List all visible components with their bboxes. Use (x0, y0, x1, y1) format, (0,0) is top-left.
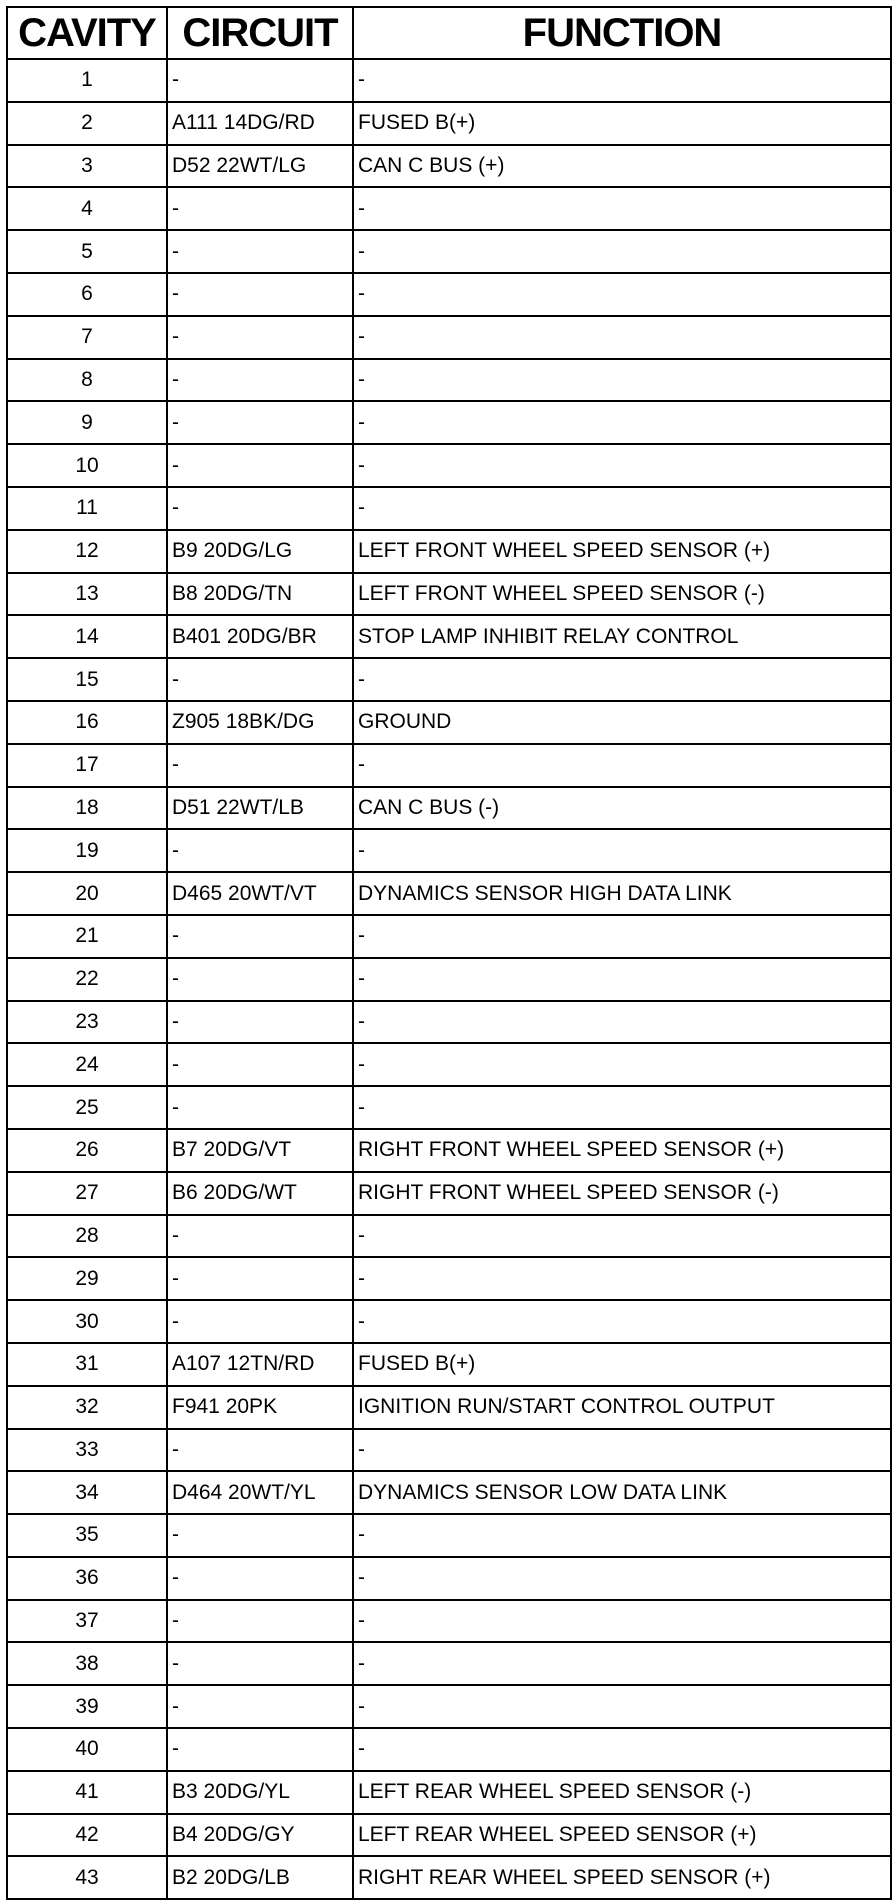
circuit-cell: F941 20PK (167, 1386, 353, 1429)
cavity-cell: 40 (7, 1728, 167, 1771)
cavity-cell: 22 (7, 958, 167, 1001)
function-cell: DYNAMICS SENSOR HIGH DATA LINK (353, 872, 891, 915)
circuit-cell: - (167, 1001, 353, 1044)
table-row (7, 530, 891, 573)
table-row (7, 1386, 891, 1429)
cavity-cell: 27 (7, 1172, 167, 1215)
circuit-cell: - (167, 1215, 353, 1258)
circuit-cell: - (167, 1514, 353, 1557)
cavity-cell: 35 (7, 1514, 167, 1557)
cavity-column-header: CAVITY (7, 7, 167, 59)
circuit-cell: - (167, 444, 353, 487)
circuit-cell: B6 20DG/WT (167, 1172, 353, 1215)
function-cell: - (353, 1300, 891, 1343)
function-cell: - (353, 915, 891, 958)
circuit-cell: B401 20DG/BR (167, 615, 353, 658)
table-row (7, 273, 891, 316)
circuit-cell: - (167, 1557, 353, 1600)
function-cell: RIGHT FRONT WHEEL SPEED SENSOR (+) (353, 1129, 891, 1172)
function-cell: DYNAMICS SENSOR LOW DATA LINK (353, 1471, 891, 1514)
circuit-cell: - (167, 1600, 353, 1643)
circuit-cell: - (167, 658, 353, 701)
cavity-cell: 29 (7, 1257, 167, 1300)
function-cell: - (353, 1514, 891, 1557)
table-row (7, 958, 891, 1001)
table-row (7, 701, 891, 744)
function-cell: - (353, 829, 891, 872)
cavity-cell: 39 (7, 1685, 167, 1728)
table-row (7, 1642, 891, 1685)
circuit-cell: B8 20DG/TN (167, 573, 353, 616)
table-row (7, 615, 891, 658)
table-row (7, 573, 891, 616)
table-row (7, 187, 891, 230)
circuit-cell: - (167, 915, 353, 958)
table-row (7, 658, 891, 701)
cavity-cell: 5 (7, 230, 167, 273)
table-row (7, 829, 891, 872)
function-cell: IGNITION RUN/START CONTROL OUTPUT (353, 1386, 891, 1429)
table-row (7, 1086, 891, 1129)
circuit-cell: - (167, 230, 353, 273)
circuit-cell: - (167, 1086, 353, 1129)
circuit-cell: - (167, 1728, 353, 1771)
circuit-cell: A107 12TN/RD (167, 1343, 353, 1386)
cavity-cell: 36 (7, 1557, 167, 1600)
circuit-cell: D51 22WT/LB (167, 787, 353, 830)
table-row (7, 872, 891, 915)
circuit-cell: - (167, 829, 353, 872)
function-cell: - (353, 1600, 891, 1643)
table-row (7, 1343, 891, 1386)
connector-pinout-table (6, 6, 892, 1900)
function-cell: - (353, 444, 891, 487)
function-cell: - (353, 230, 891, 273)
function-cell: FUSED B(+) (353, 1343, 891, 1386)
cavity-cell: 1 (7, 59, 167, 102)
circuit-cell: - (167, 1642, 353, 1685)
cavity-cell: 21 (7, 915, 167, 958)
circuit-cell: - (167, 1429, 353, 1472)
function-cell: - (353, 316, 891, 359)
table-row (7, 1771, 891, 1814)
circuit-cell: Z905 18BK/DG (167, 701, 353, 744)
function-cell: RIGHT FRONT WHEEL SPEED SENSOR (-) (353, 1172, 891, 1215)
table-body (7, 59, 891, 1899)
function-cell: GROUND (353, 701, 891, 744)
table-row (7, 359, 891, 402)
function-cell: LEFT REAR WHEEL SPEED SENSOR (-) (353, 1771, 891, 1814)
cavity-cell: 12 (7, 530, 167, 573)
cavity-cell: 41 (7, 1771, 167, 1814)
table-row (7, 1471, 891, 1514)
cavity-cell: 37 (7, 1600, 167, 1643)
function-cell: - (353, 1043, 891, 1086)
cavity-cell: 15 (7, 658, 167, 701)
circuit-cell: - (167, 744, 353, 787)
function-cell: - (353, 1086, 891, 1129)
circuit-cell: - (167, 359, 353, 402)
circuit-cell: - (167, 1043, 353, 1086)
table-row (7, 1600, 891, 1643)
circuit-cell: - (167, 187, 353, 230)
table-row (7, 1514, 891, 1557)
cavity-cell: 10 (7, 444, 167, 487)
cavity-cell: 25 (7, 1086, 167, 1129)
table-row (7, 401, 891, 444)
cavity-cell: 9 (7, 401, 167, 444)
function-column-header: FUNCTION (353, 7, 891, 59)
table-row (7, 1001, 891, 1044)
circuit-cell: - (167, 1300, 353, 1343)
cavity-cell: 20 (7, 872, 167, 915)
function-cell: - (353, 1642, 891, 1685)
cavity-cell: 16 (7, 701, 167, 744)
cavity-cell: 31 (7, 1343, 167, 1386)
function-cell: - (353, 658, 891, 701)
function-cell: FUSED B(+) (353, 102, 891, 145)
function-cell: - (353, 487, 891, 530)
cavity-cell: 13 (7, 573, 167, 616)
function-cell: LEFT FRONT WHEEL SPEED SENSOR (-) (353, 573, 891, 616)
cavity-cell: 2 (7, 102, 167, 145)
table-row (7, 316, 891, 359)
table-row (7, 744, 891, 787)
function-cell: - (353, 187, 891, 230)
circuit-cell: B9 20DG/LG (167, 530, 353, 573)
cavity-cell: 4 (7, 187, 167, 230)
cavity-cell: 24 (7, 1043, 167, 1086)
cavity-cell: 17 (7, 744, 167, 787)
function-cell: STOP LAMP INHIBIT RELAY CONTROL (353, 615, 891, 658)
function-cell: LEFT REAR WHEEL SPEED SENSOR (+) (353, 1814, 891, 1857)
function-cell: - (353, 958, 891, 1001)
cavity-cell: 14 (7, 615, 167, 658)
function-cell: - (353, 744, 891, 787)
function-cell: - (353, 1557, 891, 1600)
cavity-cell: 23 (7, 1001, 167, 1044)
table-row (7, 444, 891, 487)
function-cell: CAN C BUS (-) (353, 787, 891, 830)
cavity-cell: 28 (7, 1215, 167, 1258)
cavity-cell: 42 (7, 1814, 167, 1857)
table-row (7, 230, 891, 273)
circuit-cell: B3 20DG/YL (167, 1771, 353, 1814)
circuit-cell: - (167, 316, 353, 359)
table-row (7, 1685, 891, 1728)
table-row (7, 915, 891, 958)
circuit-column-header: CIRCUIT (167, 7, 353, 59)
cavity-cell: 19 (7, 829, 167, 872)
function-cell: - (353, 1001, 891, 1044)
circuit-cell: - (167, 59, 353, 102)
circuit-cell: D464 20WT/YL (167, 1471, 353, 1514)
circuit-cell: B7 20DG/VT (167, 1129, 353, 1172)
cavity-cell: 43 (7, 1856, 167, 1899)
table-row (7, 487, 891, 530)
function-cell: - (353, 1685, 891, 1728)
cavity-cell: 38 (7, 1642, 167, 1685)
function-cell: CAN C BUS (+) (353, 145, 891, 188)
function-cell: - (353, 1429, 891, 1472)
circuit-cell: - (167, 958, 353, 1001)
cavity-cell: 33 (7, 1429, 167, 1472)
function-cell: LEFT FRONT WHEEL SPEED SENSOR (+) (353, 530, 891, 573)
table-row (7, 787, 891, 830)
function-cell: - (353, 1215, 891, 1258)
function-cell: - (353, 1257, 891, 1300)
table-row (7, 1728, 891, 1771)
function-cell: - (353, 1728, 891, 1771)
table-row (7, 1429, 891, 1472)
function-cell: - (353, 59, 891, 102)
circuit-cell: - (167, 1685, 353, 1728)
circuit-cell: - (167, 487, 353, 530)
circuit-cell: B2 20DG/LB (167, 1856, 353, 1899)
function-cell: - (353, 359, 891, 402)
table-row (7, 1257, 891, 1300)
function-cell: - (353, 273, 891, 316)
circuit-cell: - (167, 401, 353, 444)
cavity-cell: 7 (7, 316, 167, 359)
table-row (7, 1172, 891, 1215)
table-row (7, 1215, 891, 1258)
header-row (7, 7, 891, 59)
cavity-cell: 11 (7, 487, 167, 530)
cavity-cell: 6 (7, 273, 167, 316)
circuit-cell: D52 22WT/LG (167, 145, 353, 188)
table-row (7, 1814, 891, 1857)
cavity-cell: 26 (7, 1129, 167, 1172)
cavity-cell: 34 (7, 1471, 167, 1514)
table-row (7, 59, 891, 102)
function-cell: - (353, 401, 891, 444)
circuit-cell: A111 14DG/RD (167, 102, 353, 145)
table-row (7, 1557, 891, 1600)
cavity-cell: 18 (7, 787, 167, 830)
function-cell: RIGHT REAR WHEEL SPEED SENSOR (+) (353, 1856, 891, 1899)
table-header (7, 7, 891, 59)
circuit-cell: B4 20DG/GY (167, 1814, 353, 1857)
table-row (7, 145, 891, 188)
table-row (7, 1856, 891, 1899)
table-row (7, 1300, 891, 1343)
cavity-cell: 8 (7, 359, 167, 402)
cavity-cell: 3 (7, 145, 167, 188)
table-row (7, 102, 891, 145)
circuit-cell: D465 20WT/VT (167, 872, 353, 915)
circuit-cell: - (167, 1257, 353, 1300)
cavity-cell: 32 (7, 1386, 167, 1429)
table-row (7, 1043, 891, 1086)
circuit-cell: - (167, 273, 353, 316)
table-row (7, 1129, 891, 1172)
cavity-cell: 30 (7, 1300, 167, 1343)
